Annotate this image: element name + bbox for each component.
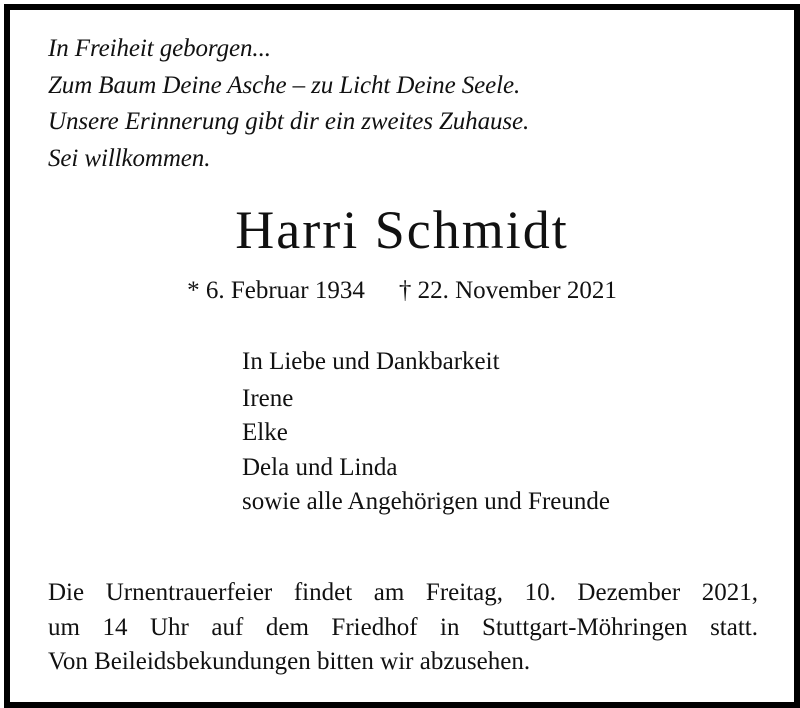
birth-date: * 6. Februar 1934 [187, 277, 365, 304]
funeral-notice [48, 576, 758, 680]
poem-line: Unsere Erinnerung gibt dir ein zweites Zuhause. [48, 108, 530, 135]
life-dates [10, 276, 794, 306]
mourners-list [242, 345, 610, 520]
mourner: Dela und Linda [242, 453, 398, 481]
mourner: Elke [242, 419, 288, 446]
poem-line: Zum Baum Deine Asche – zu Licht Deine Seele. [48, 71, 521, 99]
notice-line: Die Urnentrauerfeier findet am Freitag, 10. Dezember 2021, [48, 579, 758, 606]
poem [48, 31, 529, 177]
mourners-heading: In Liebe und Dankbarkeit [242, 348, 500, 375]
death-date: † 22. November 2021 [398, 277, 617, 304]
notice-line: um 14 Uhr auf dem Friedhof in Stuttgart-Möhringen statt. [48, 613, 758, 641]
obituary-frame [4, 4, 800, 708]
poem-line: Sei willkommen. [48, 144, 211, 172]
deceased-name: Harri Schmidt [235, 200, 569, 260]
poem-line: In Freiheit geborgen... [48, 35, 271, 62]
notice-line: Von Beileidsbekundungen bitten wir abzusehen. [48, 648, 531, 675]
mourner: Irene [242, 384, 294, 412]
mourner: sowie alle Angehörigen und Freunde [242, 488, 610, 515]
